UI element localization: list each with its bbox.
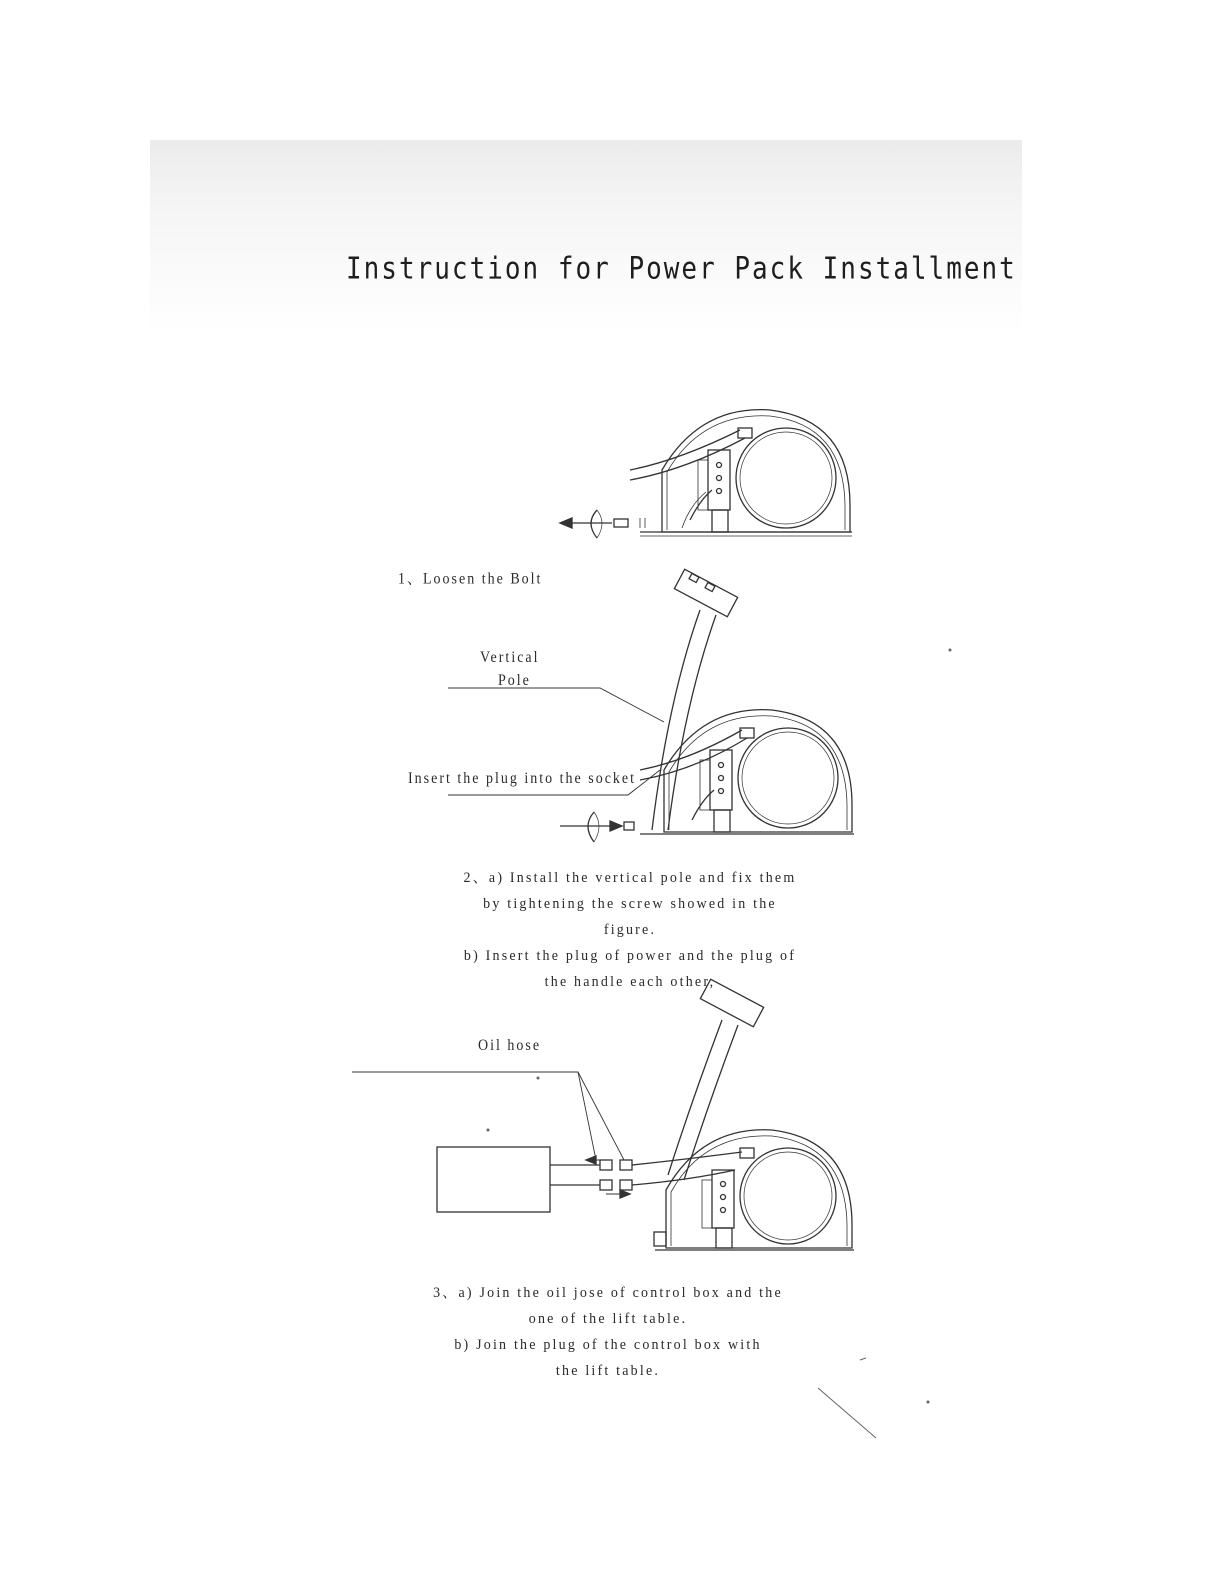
step2-caption-line: figure. bbox=[603, 922, 657, 939]
step3-caption-line: the lift table. bbox=[555, 1363, 661, 1380]
step1-caption: 1、Loosen the Bolt bbox=[398, 571, 543, 588]
step2-caption-line: b) Insert the plug of power and the plug of bbox=[463, 948, 797, 965]
step2-caption-line: the handle each other, bbox=[544, 974, 716, 991]
step3-caption-line: one of the lift table. bbox=[528, 1311, 688, 1328]
label-vertical: Vertical bbox=[480, 650, 540, 667]
step3-caption-line: 3、a) Join the oil jose of control box and the bbox=[433, 1285, 783, 1302]
label-insert-plug: Insert the plug into the socket bbox=[408, 771, 637, 788]
page-title: Instruction for Power Pack Installment bbox=[346, 252, 1017, 287]
step2-caption-line: by tightening the screw showed in the bbox=[483, 896, 777, 913]
label-oil-hose: Oil hose bbox=[478, 1038, 542, 1055]
step2-caption-line: 2、a) Install the vertical pole and fix them bbox=[463, 870, 797, 887]
step3-caption-line: b) Join the plug of the control box with bbox=[454, 1337, 762, 1354]
label-pole: Pole bbox=[498, 673, 531, 690]
